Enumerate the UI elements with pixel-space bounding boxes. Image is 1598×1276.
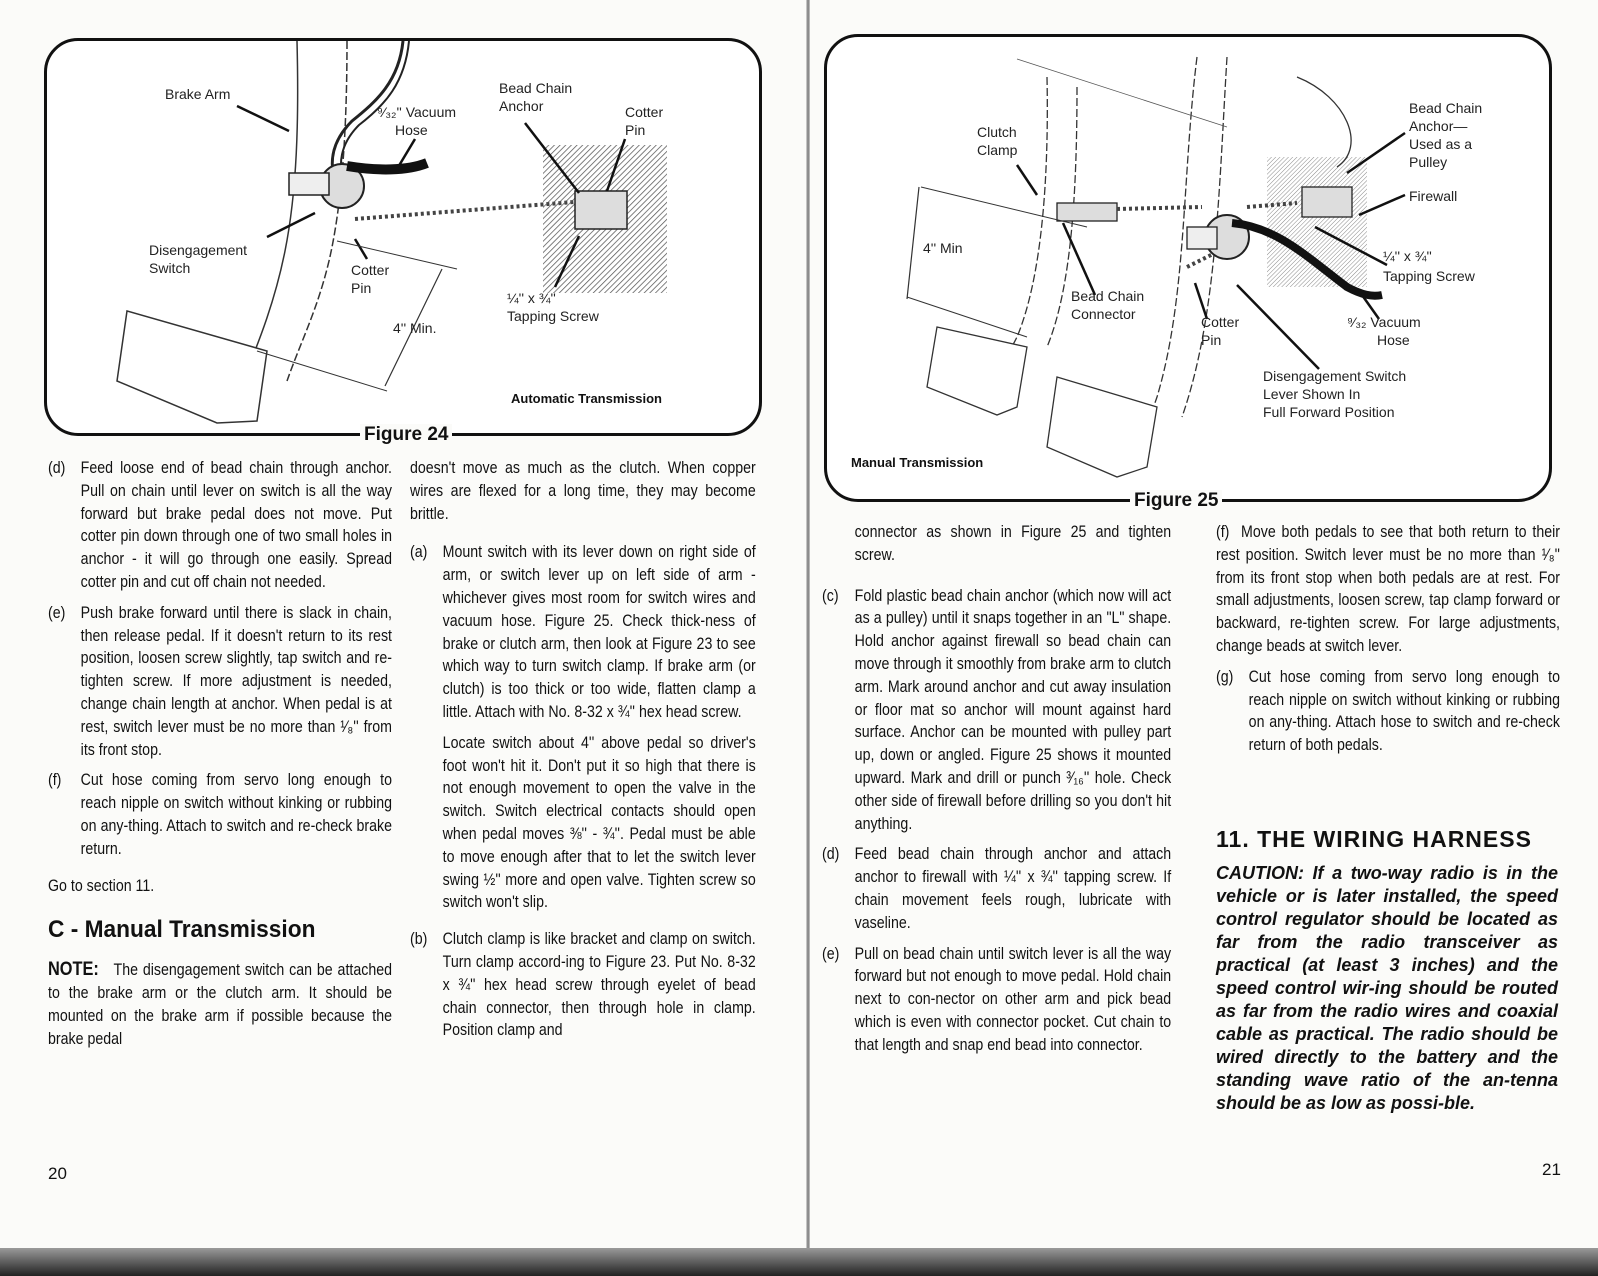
label-anchor-pulley-4: Pulley	[1409, 154, 1448, 170]
right-column-1	[822, 521, 1171, 1065]
figure-25-frame	[824, 34, 1552, 502]
label-bead-chain-anchor: Bead Chain	[499, 80, 573, 96]
label-vacuum-hose: ⁹⁄₃₂ Vacuum	[1347, 314, 1421, 330]
step-a-continued: Locate switch about 4'' above pedal so driver's foot won't hit it. Don't put it so high that there is not enough movement to open the valve in the switch. Switch electrical contacts should open when pedal moves ⅜'' - ¾''. Pedal must be able to move enough after that to let the switch lever swing ½'' more and open valve. Tighten screw so switch won't slip.	[442, 733, 756, 912]
label-switch-lever: Disengagement Switch	[1263, 368, 1407, 384]
step-e: (e) Push brake forward until there is slack in chain, then release pedal. If it doesn't return to its rest position, loosen screw slightly, tap switch and re-tighten screw. If more adjustment is needed, change chain length at anchor. When pedal is at rest, switch lever must be no more than ¹⁄₈'' from its front stop.	[48, 603, 393, 759]
note-paragraph: NOTE: The disengagement switch can be attached to the brake arm or the clutch arm. It should be mounted on the brake arm if possible because the brake pedal	[48, 959, 393, 1048]
left-column-1	[48, 457, 392, 1059]
label-min-distance: 4'' Min	[923, 240, 963, 256]
step-f: (f) Move both pedals to see that both return to their rest position. Switch lever must be no more than ¹⁄₈'' from its front stop when both pedals are at rest. For small adjustments, loosen screw, tap clamp forward or backward, re-tighten screw. For large adjustments, change beads at switch lever.	[1216, 523, 1560, 655]
left-column-2	[410, 457, 756, 1050]
caution-paragraph: CAUTION: If a two-way radio is in the vehicle or is later installed, the speed control regulator should be located as far from the radio transceiver as practical (at least 3 inches) and the speed control wir-ing should be routed as far from the radio wires and coaxial cable as practical. The radio should be wired directly to the battery and the standing wave ratio of the an-tenna should be as low as possi-ble.	[1216, 863, 1558, 1113]
label-anchor-pulley: Bead Chain	[1409, 100, 1483, 116]
page-20	[0, 0, 808, 1248]
section-heading-wiring-harness: 11. THE WIRING HARNESS	[1216, 826, 1532, 852]
step-a: (a) Mount switch with its lever down on right side of arm, or switch lever up on left side of arm - whichever gives most room for switch wires and vacuum hose. Figure 25. Check thick-ness of brake or clutch arm, then look at Figure 23 to see which way to turn switch clamp. If brake arm (or clutch) is too thick or too wide, flatten clamp a little. Attach with No. 8-32 x ¾'' hex head screw.	[410, 543, 756, 721]
figure-24-frame	[44, 38, 762, 436]
label-tapping-screw: ¼'' x ¾''	[1383, 248, 1432, 264]
label-brake-arm: Brake Arm	[165, 86, 231, 102]
continued-paragraph: connector as shown in Figure 25 and tighten screw.	[854, 523, 1172, 564]
label-switch-lever-3: Full Forward Position	[1263, 404, 1395, 420]
page-number: 20	[48, 1164, 67, 1183]
label-cotter-pin-bottom-2: Pin	[351, 280, 372, 296]
page-21	[810, 0, 1598, 1248]
label-clutch-clamp: Clutch	[977, 124, 1017, 140]
label-tapping-screw: ¼'' x ¾''	[507, 290, 556, 306]
step-b: (b) Clutch clamp is like bracket and clamp on switch. Turn clamp accord-ing to Figure 23. Put No. 8-32 x ¾'' hex head screw through eyelet of bead chain connector, then through hole in clamp. Position clamp and	[410, 930, 756, 1040]
label-cotter-pin-bottom: Cotter	[351, 262, 390, 278]
label-clutch-clamp-2: Clamp	[977, 142, 1018, 158]
label-bead-chain-connector: Bead Chain	[1071, 288, 1145, 304]
figure-25-title: Figure 25	[1130, 490, 1222, 512]
label-min-distance: 4'' Min.	[393, 320, 437, 336]
step-g: (g) Cut hose coming from servo long enough to reach nipple on switch without kinking or rubbing on any-thing. Attach hose to switch and re-check return of both pedals.	[1216, 667, 1560, 755]
figure-24-title: Figure 24	[360, 424, 452, 446]
step-d: (d) Feed loose end of bead chain through anchor. Pull on chain until lever on switch is all the way forward but brake pedal does not move. Put cotter pin down through one of two small holes in anchor - it will go through one easily. Spread cotter pin and cut off chain not needed.	[48, 459, 393, 591]
label-tapping-screw-2: Tapping Screw	[507, 308, 599, 324]
label-cotter-pin-2: Pin	[1201, 332, 1222, 348]
figure-subtitle: Automatic Transmission	[511, 391, 662, 406]
label-tapping-screw-2: Tapping Screw	[1383, 268, 1475, 284]
label-disengagement-switch-2: Switch	[149, 260, 191, 276]
continued-paragraph: doesn't move as much as the clutch. When copper wires are flexed for a long time, they may become brittle.	[410, 459, 756, 523]
label-vacuum-hose-2: Hose	[1377, 332, 1410, 348]
goto-section: Go to section 11.	[48, 876, 155, 895]
scan-bottom-edge	[0, 1248, 1598, 1276]
figure-subtitle: Manual Transmission	[851, 455, 984, 470]
label-anchor-pulley-3: Used as a	[1409, 136, 1473, 152]
label-bead-chain-anchor-2: Anchor	[499, 98, 544, 114]
note-label: NOTE:	[48, 959, 99, 981]
label-cotter-pin-top: Cotter	[625, 104, 664, 120]
automatic-transmission-diagram	[47, 41, 759, 433]
label-cotter-pin-top-2: Pin	[625, 122, 646, 138]
page-number: 21	[1542, 1160, 1561, 1179]
section-heading-manual-transmission: C - Manual Transmission	[48, 916, 316, 944]
label-vacuum-hose-2: Hose	[395, 122, 428, 138]
step-e: (e) Pull on bead chain until switch lever is all the way forward but not enough to move pedal. Hold chain next to con-nector on other arm and pick bead which is even with connector pocket. Cut chain to that length and snap end bead into connector.	[822, 944, 1172, 1054]
label-anchor-pulley-2: Anchor—	[1409, 118, 1468, 134]
label-disengagement-switch: Disengagement	[149, 242, 248, 258]
right-column-2	[1216, 521, 1560, 765]
label-switch-lever-2: Lever Shown In	[1263, 386, 1361, 402]
label-vacuum-hose: ⁹⁄₃₂'' Vacuum	[377, 104, 457, 120]
label-firewall: Firewall	[1409, 188, 1458, 204]
label-bead-chain-connector-2: Connector	[1071, 306, 1136, 322]
step-c: (c) Fold plastic bead chain anchor (which now will act as a pulley) until it snaps together in an "L" shape. Hold anchor against firewall so bead chain can move through it smoothly from brake arm to clutch arm. Mark around anchor and cut away insulation or floor mat so anchor will mount against hard surface. Anchor can be mounted with pulley part up, down or angled. Figure 25 shows it mounted upward. Mark and drill or punch ³⁄₁₆'' hole. Check other side of firewall before drilling so you don't hit anything.	[822, 586, 1172, 833]
label-cotter-pin: Cotter	[1201, 314, 1240, 330]
step-f: (f) Cut hose coming from servo long enough to reach nipple on switch without kinking or rubbing on any-thing. Attach to switch and re-check brake return.	[48, 771, 393, 858]
step-d: (d) Feed bead chain through anchor and attach anchor to firewall with ¼'' x ¾'' tapping screw. If chain movement feels rough, lubricate with vaseline.	[822, 845, 1172, 932]
